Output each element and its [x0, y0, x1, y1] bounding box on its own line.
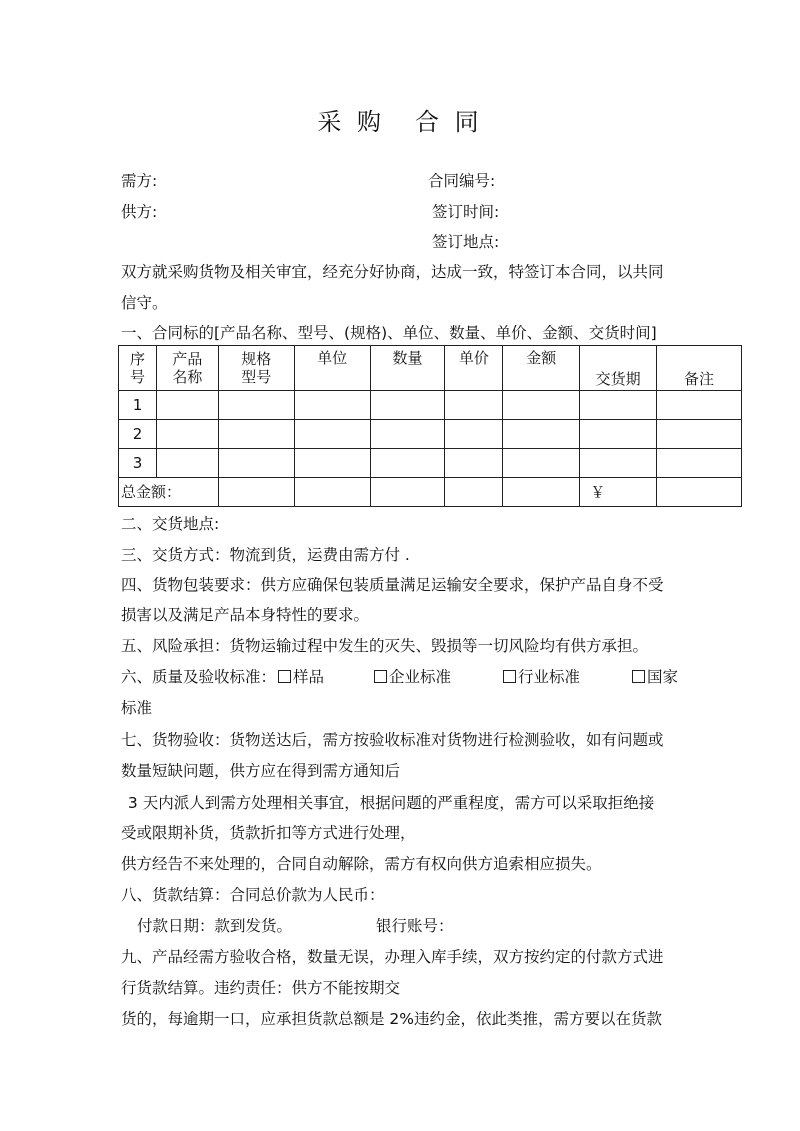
- table-cell[interactable]: [445, 449, 503, 478]
- intro-line-2: 信守。: [121, 294, 168, 312]
- table-cell[interactable]: [294, 478, 370, 507]
- section-5: 五、风险承担：货物运输过程中发生的灭失、毁损等一切风险均有供方承担。: [121, 637, 649, 655]
- section-8: 八、货款结算：合同总价款为人民币：: [121, 886, 385, 904]
- payment-date: 付款日期：款到发货。: [137, 917, 293, 935]
- bank-account-label: 银行账号：: [376, 917, 454, 935]
- sign-place-label: 签订地点:: [432, 233, 500, 251]
- contract-no-label: 合同编号:: [428, 172, 496, 190]
- header-cell: 交货期: [580, 346, 657, 391]
- buyer-label: 需方:: [121, 172, 158, 190]
- table-cell[interactable]: [503, 449, 580, 478]
- header-cell: 数量: [370, 346, 445, 391]
- table-cell[interactable]: [445, 420, 503, 449]
- table-cell[interactable]: [370, 449, 445, 478]
- table-cell[interactable]: [657, 391, 742, 420]
- checkbox-icon[interactable]: [632, 670, 645, 683]
- section-6-label: 六、质量及验收标准：: [121, 668, 277, 686]
- total-currency: ￥: [580, 478, 657, 507]
- table-cell[interactable]: [156, 391, 218, 420]
- header-cell: 备注: [657, 346, 742, 391]
- table-cell[interactable]: [503, 478, 580, 507]
- option-industry-standard[interactable]: 行业标准: [503, 666, 580, 688]
- section-4-line-1: 四、货物包装要求：供方应确保包装质量满足运输安全要求，保护产品自身不受: [121, 576, 664, 594]
- table-cell[interactable]: [294, 449, 370, 478]
- table-cell[interactable]: [445, 478, 503, 507]
- header-cell: 产品 名称: [156, 346, 218, 391]
- document-title: [0, 102, 800, 137]
- section-7-line-2: 数量短缺问题，供方应在得到需方通知后: [121, 762, 401, 780]
- table-cell[interactable]: [370, 478, 445, 507]
- table-header-row: [119, 346, 742, 391]
- checkbox-icon[interactable]: [374, 670, 387, 683]
- table-cell[interactable]: [503, 420, 580, 449]
- table-cell[interactable]: [580, 420, 657, 449]
- section-6-continued: 标准: [121, 699, 153, 717]
- table-cell[interactable]: [218, 420, 294, 449]
- table-total-row: [119, 478, 742, 507]
- row-number: 1: [119, 391, 157, 420]
- table-cell[interactable]: [657, 478, 742, 507]
- supplier-label: 供方:: [121, 203, 158, 221]
- table-cell[interactable]: [657, 449, 742, 478]
- header-cell: 单价: [445, 346, 503, 391]
- table-cell[interactable]: [370, 391, 445, 420]
- goods-table: [118, 345, 742, 507]
- title-part-2: 合 同: [415, 108, 483, 136]
- header-cell: 金额: [503, 346, 580, 391]
- section-9-line-1: 九、产品经需方验收合格，数量无误，办理入库手续，双方按约定的付款方式进: [121, 948, 664, 966]
- table-cell[interactable]: [503, 391, 580, 420]
- checkbox-icon[interactable]: [278, 670, 291, 683]
- section-7-line-1: 七、货物验收：货物送达后，需方按验收标准对货物进行检测验收，如有问题或: [121, 731, 664, 749]
- section-2: 二、交货地点:: [121, 515, 220, 533]
- table-cell[interactable]: [294, 391, 370, 420]
- section-7-line-5: 供方经告不来处理的，合同自动解除，需方有权向供方追索相应损失。: [121, 855, 602, 873]
- checkbox-icon[interactable]: [503, 670, 516, 683]
- option-enterprise-standard[interactable]: 企业标准: [374, 666, 451, 688]
- table-cell[interactable]: [294, 420, 370, 449]
- section-9-line-3: 货的，每逾期一口，应承担货款总额是 2%违约金，依此类推，需方要以在货款: [121, 1010, 663, 1028]
- table-row: [119, 391, 742, 420]
- sign-time-label: 签订时间:: [432, 203, 500, 221]
- table-cell[interactable]: [445, 391, 503, 420]
- section-7-line-3: 3 天内派人到需方处理相关事宜，根据问题的严重程度，需方可以采取拒绝接: [123, 794, 655, 812]
- header-cell: 序 号: [119, 346, 157, 391]
- section-4-line-2: 损害以及满足产品本身特性的要求。: [121, 606, 370, 624]
- table-cell[interactable]: [218, 478, 294, 507]
- section-7-line-4: 受或限期补货，货款折扣等方式进行处理，: [121, 824, 416, 842]
- row-number: 2: [119, 420, 157, 449]
- header-cell: 单位: [294, 346, 370, 391]
- intro-line-1: 双方就采购货物及相关审宜，经充分好协商，达成一致，特签订本合同，以共同: [121, 263, 664, 281]
- table-cell[interactable]: [580, 391, 657, 420]
- table-cell[interactable]: [218, 391, 294, 420]
- section-1-heading: 一、合同标的[产品名称、型号、(规格)、单位、数量、单价、金额、交货时间]: [121, 324, 657, 342]
- option-sample[interactable]: 样品: [278, 666, 324, 688]
- row-number: 3: [119, 449, 157, 478]
- table-cell[interactable]: [657, 420, 742, 449]
- option-national-standard[interactable]: 国家: [632, 666, 678, 688]
- table-row: [119, 449, 742, 478]
- section-3: 三、交货方式：物流到货，运费由需方付 .: [121, 546, 410, 564]
- section-9-line-2: 行货款结算。违约责任：供方不能按期交: [121, 979, 401, 997]
- title-part-1: 采 购: [317, 108, 385, 136]
- table-cell[interactable]: [156, 449, 218, 478]
- total-label: 总金额：: [119, 478, 219, 507]
- table-cell[interactable]: [370, 420, 445, 449]
- table-cell[interactable]: [156, 420, 218, 449]
- table-row: [119, 420, 742, 449]
- table-cell[interactable]: [580, 449, 657, 478]
- table-cell[interactable]: [218, 449, 294, 478]
- header-cell: 规格 型号: [218, 346, 294, 391]
